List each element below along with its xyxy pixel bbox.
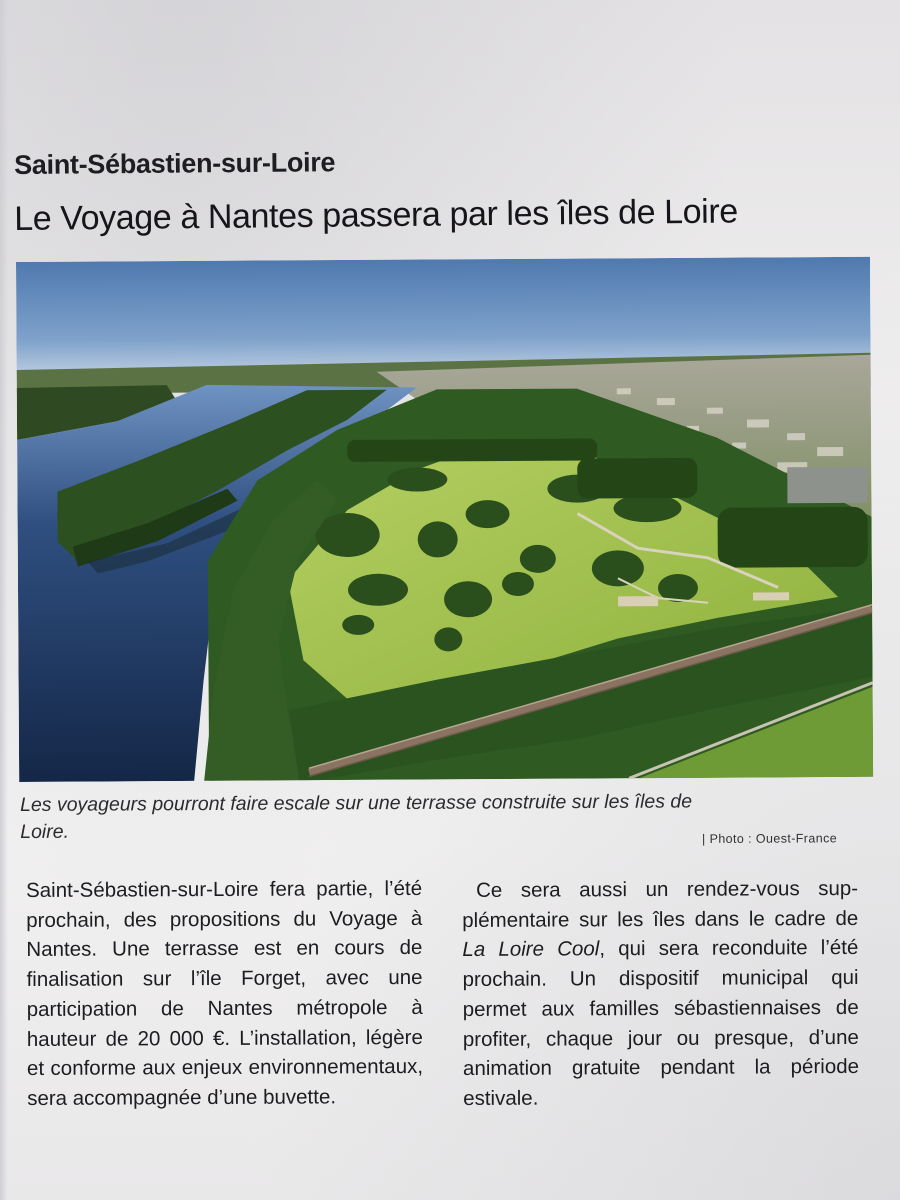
article-column-right [462,874,859,1114]
body-text: Ce sera aussi un rendez-vous supplémentaire sur les îles dans le cadre de [462,876,859,932]
article-photo [16,257,873,782]
body-text: , qui sera reconduite l’été prochain. Un dispositif municipal qui permet aux familles sébastiennaises de profiter, chaque jour ou presque, d’une animation gratuite pendant la période estivale. [462,936,860,1110]
article-column-left [26,874,423,1114]
section-title: Saint-Sébastien-sur-Loire [14,147,336,180]
body-paragraph: Saint-Sébastien-sur-Loire fera partie, l’été prochain, des propositions du Voyage à Nantes. Une terrasse est en cours de finalisation sur l’île Forget, avec une participation de Nantes métropole à hauteur de 20 000 €. L’installation, légère et conforme aux enjeux environnementaux, sera accompagnée d’une buvette. [26,876,424,1110]
aerial-photo-loire-islands [16,257,873,782]
event-name: La Loire Cool [462,937,600,962]
photo-credit: | Photo : Ouest-France [702,831,838,846]
article-headline: Le Voyage à Nantes passera par les îles de Loire [14,192,738,238]
photo-caption: Les voyageurs pourront faire escale sur une terrasse construite sur les îles de Loire. [20,790,693,843]
page-edge-shadow [0,0,8,1200]
body-paragraph [462,874,859,1114]
